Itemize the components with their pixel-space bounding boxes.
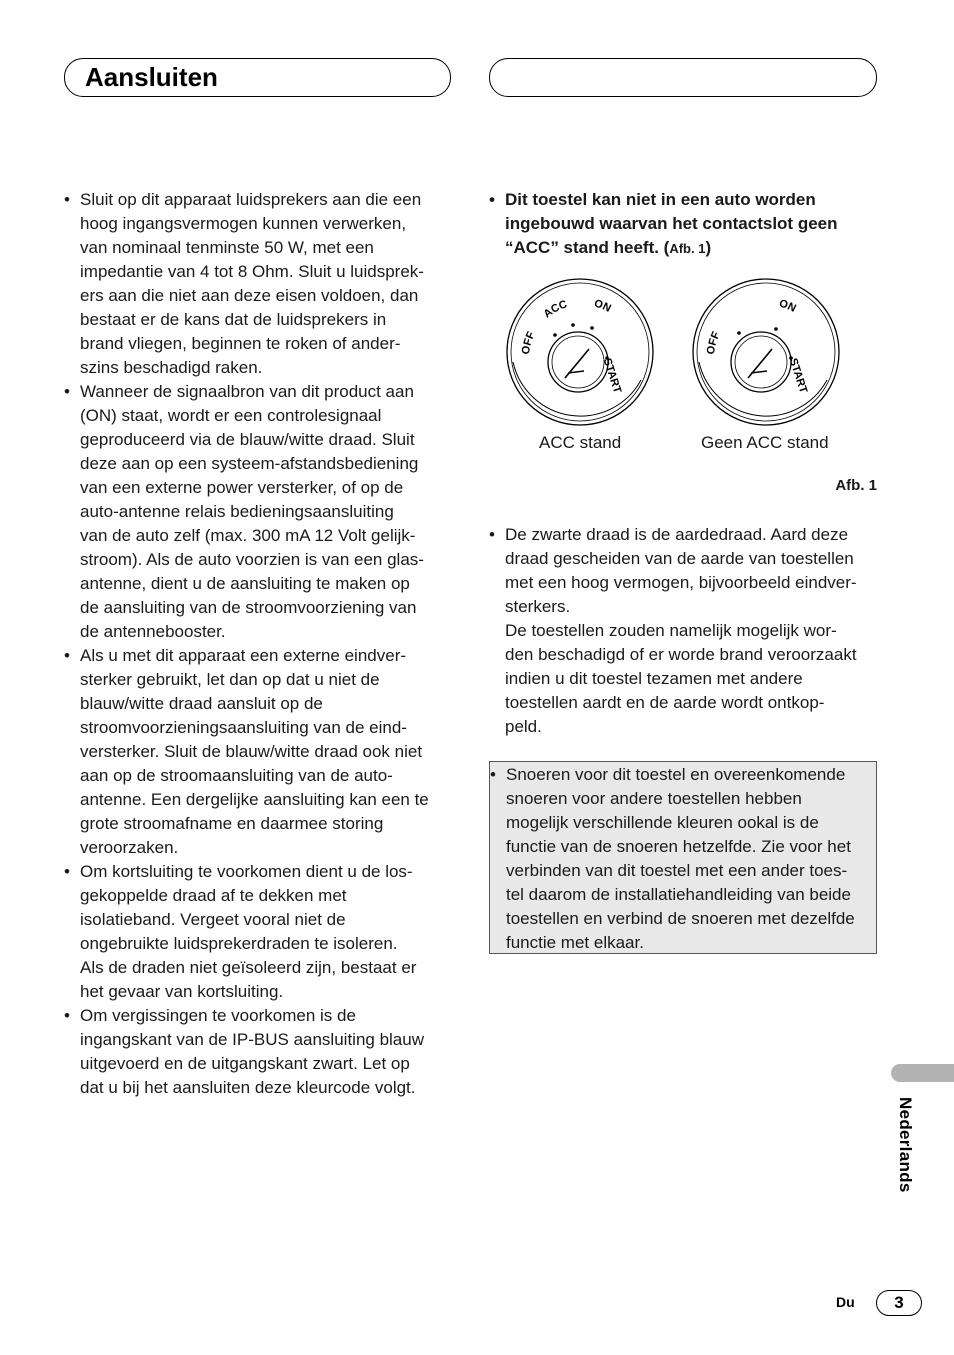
line: Sluit op dit apparaat luidsprekers aan die een <box>80 190 422 209</box>
caption-no-acc: Geen ACC stand <box>701 433 829 452</box>
line: ingangskant van de IP-BUS aansluiting blauw <box>80 1030 424 1049</box>
cable-color-note <box>489 761 877 954</box>
page-number: 3 <box>876 1290 922 1316</box>
list-item <box>64 188 454 380</box>
dial-label-start: START <box>786 356 810 395</box>
line: hoog ingangsvermogen kunnen verwerken, <box>80 214 407 233</box>
line: indien u dit toestel tezamen met andere <box>505 669 803 688</box>
dial-label-on: ON <box>592 297 613 315</box>
list-item <box>489 188 879 261</box>
language-tab-marker <box>891 1064 954 1082</box>
dial-label-start: START <box>600 356 624 395</box>
list-item <box>489 523 879 739</box>
line: den beschadigd of er worde brand veroorzaakt <box>505 645 857 664</box>
bullet-icon: • <box>64 190 70 209</box>
no-acc-dial-icon <box>693 279 839 425</box>
line: toestellen en verbind de snoeren met dezelfde <box>506 909 855 928</box>
bullet-icon: • <box>489 525 495 544</box>
list-item <box>64 380 454 644</box>
line: van de auto zelf (max. 300 mA 12 Volt gelijk- <box>80 526 416 545</box>
line: Wanneer de signaalbron van dit product aan <box>80 382 414 401</box>
figure-label: Afb. 1 <box>835 477 877 494</box>
line: Om vergissingen te voorkomen is de <box>80 1006 356 1025</box>
bullet-icon: • <box>64 1006 70 1025</box>
line: De zwarte draad is de aardedraad. Aard deze <box>505 525 849 544</box>
line: geproduceerd via de blauw/witte draad. Sluit <box>80 430 415 449</box>
line: grote stroomafname en daarmee storing <box>80 814 384 833</box>
line: Snoeren voor dit toestel en overeenkomende <box>506 765 846 784</box>
line: toestellen aardt en de aarde wordt ontkop- <box>505 693 825 712</box>
list-item <box>64 860 454 1004</box>
line: Dit toestel kan niet in een auto worden <box>505 190 816 209</box>
line: antenne, dient u de aansluiting te maken op <box>80 574 410 593</box>
line: ingebouwd waarvan het contactslot geen <box>505 214 838 233</box>
caption-acc: ACC stand <box>539 433 622 452</box>
line: sterker gebruikt, let dan op dat u niet de <box>80 670 380 689</box>
line: bestaat er de kans dat de luidsprekers in <box>80 310 387 329</box>
ignition-dials <box>489 270 879 430</box>
line: ongebruikte luidsprekerdraden te isoleren. <box>80 934 398 953</box>
line: van een externe power versterker, of op de <box>80 478 404 497</box>
line: Als u met dit apparaat een externe eindver- <box>80 646 407 665</box>
line: functie van de snoeren hetzelfde. Zie voor het <box>506 837 851 856</box>
dial-label-acc: ACC <box>541 298 569 321</box>
bullet-icon: • <box>64 862 70 881</box>
section-title-frame <box>64 58 451 97</box>
line: sterkers. <box>505 597 571 616</box>
line-text: “ACC” stand heeft. ( <box>505 238 670 257</box>
line: veroorzaken. <box>80 838 179 857</box>
line: snoeren voor andere toestellen hebben <box>506 789 802 808</box>
list-item <box>64 1004 454 1100</box>
language-label: Nederlands <box>896 1097 915 1193</box>
line: aan op de stroomaansluiting van de auto- <box>80 766 393 785</box>
dial-label-off: OFF <box>520 329 538 356</box>
line: szins beschadigd raken. <box>80 358 263 377</box>
line: verbinden van dit toestel met een ander toes- <box>506 861 848 880</box>
line: draad gescheiden van de aarde van toestellen <box>505 549 854 568</box>
page-title: Aansluiten <box>85 62 218 92</box>
line: uitgevoerd en de uitgangskant zwart. Let op <box>80 1054 410 1073</box>
bullet-icon: • <box>64 382 70 401</box>
figure-ref: Afb. 1 <box>669 241 706 256</box>
line: deze aan op een systeem-afstandsbediening <box>80 454 419 473</box>
line: brand vliegen, beginnen te roken of ander- <box>80 334 401 353</box>
bullet-icon: • <box>490 765 496 784</box>
line: met een hoog vermogen, bijvoorbeeld eindver- <box>505 573 857 592</box>
dial-label-on: ON <box>777 297 798 315</box>
list-item <box>64 644 454 860</box>
left-bullet-list <box>64 188 454 1100</box>
line: antenne. Een dergelijke aansluiting kan een te <box>80 790 429 809</box>
line: de antennebooster. <box>80 622 226 641</box>
left-column <box>64 188 454 1100</box>
ground-wire-note <box>489 523 879 739</box>
line: mogelijk verschillende kleuren ookal is de <box>506 813 819 832</box>
line: gekoppelde draad af te dekken met <box>80 886 347 905</box>
bullet-icon: • <box>489 190 495 209</box>
acc-warning <box>489 188 879 261</box>
list-item <box>490 763 876 955</box>
line: dat u bij het aansluiten deze kleurcode volgt. <box>80 1078 416 1097</box>
dial-label-off: OFF <box>705 329 723 356</box>
acc-dial-icon <box>507 279 653 425</box>
line: functie met elkaar. <box>506 933 644 952</box>
line: tel daarom de installatiehandleiding van beide <box>506 885 851 904</box>
line: ers aan die niet aan deze eisen voldoen, dan <box>80 286 419 305</box>
line: versterker. Sluit de blauw/witte draad ook niet <box>80 742 423 761</box>
line: peld. <box>505 717 542 736</box>
line: (ON) staat, wordt er een controlesignaal <box>80 406 382 425</box>
page-language-code: Du <box>836 1294 855 1310</box>
line: stroomvoorzieningsaansluiting van de eind- <box>80 718 407 737</box>
line: Als de draden niet geïsoleerd zijn, bestaat er <box>80 958 417 977</box>
line: van nominaal tenminste 50 W, met een <box>80 238 374 257</box>
line: De toestellen zouden namelijk mogelijk wor- <box>505 621 837 640</box>
line: stroom). Als de auto voorzien is van een glas- <box>80 550 424 569</box>
ignition-figure <box>489 270 879 500</box>
line <box>505 236 879 261</box>
line: blauw/witte draad aansluit op de <box>80 694 323 713</box>
line: impedantie van 4 tot 8 Ohm. Sluit u luidsprek- <box>80 262 424 281</box>
bullet-icon: • <box>64 646 70 665</box>
empty-header-frame <box>489 58 877 97</box>
line: isolatieband. Vergeet vooral niet de <box>80 910 346 929</box>
close-paren: ) <box>705 238 712 257</box>
line: auto-antenne relais bedieningsaansluiting <box>80 502 394 521</box>
line: het gevaar van kortsluiting. <box>80 982 284 1001</box>
line: de aansluiting van de stroomvoorziening van <box>80 598 417 617</box>
line: Om kortsluiting te voorkomen dient u de los- <box>80 862 413 881</box>
